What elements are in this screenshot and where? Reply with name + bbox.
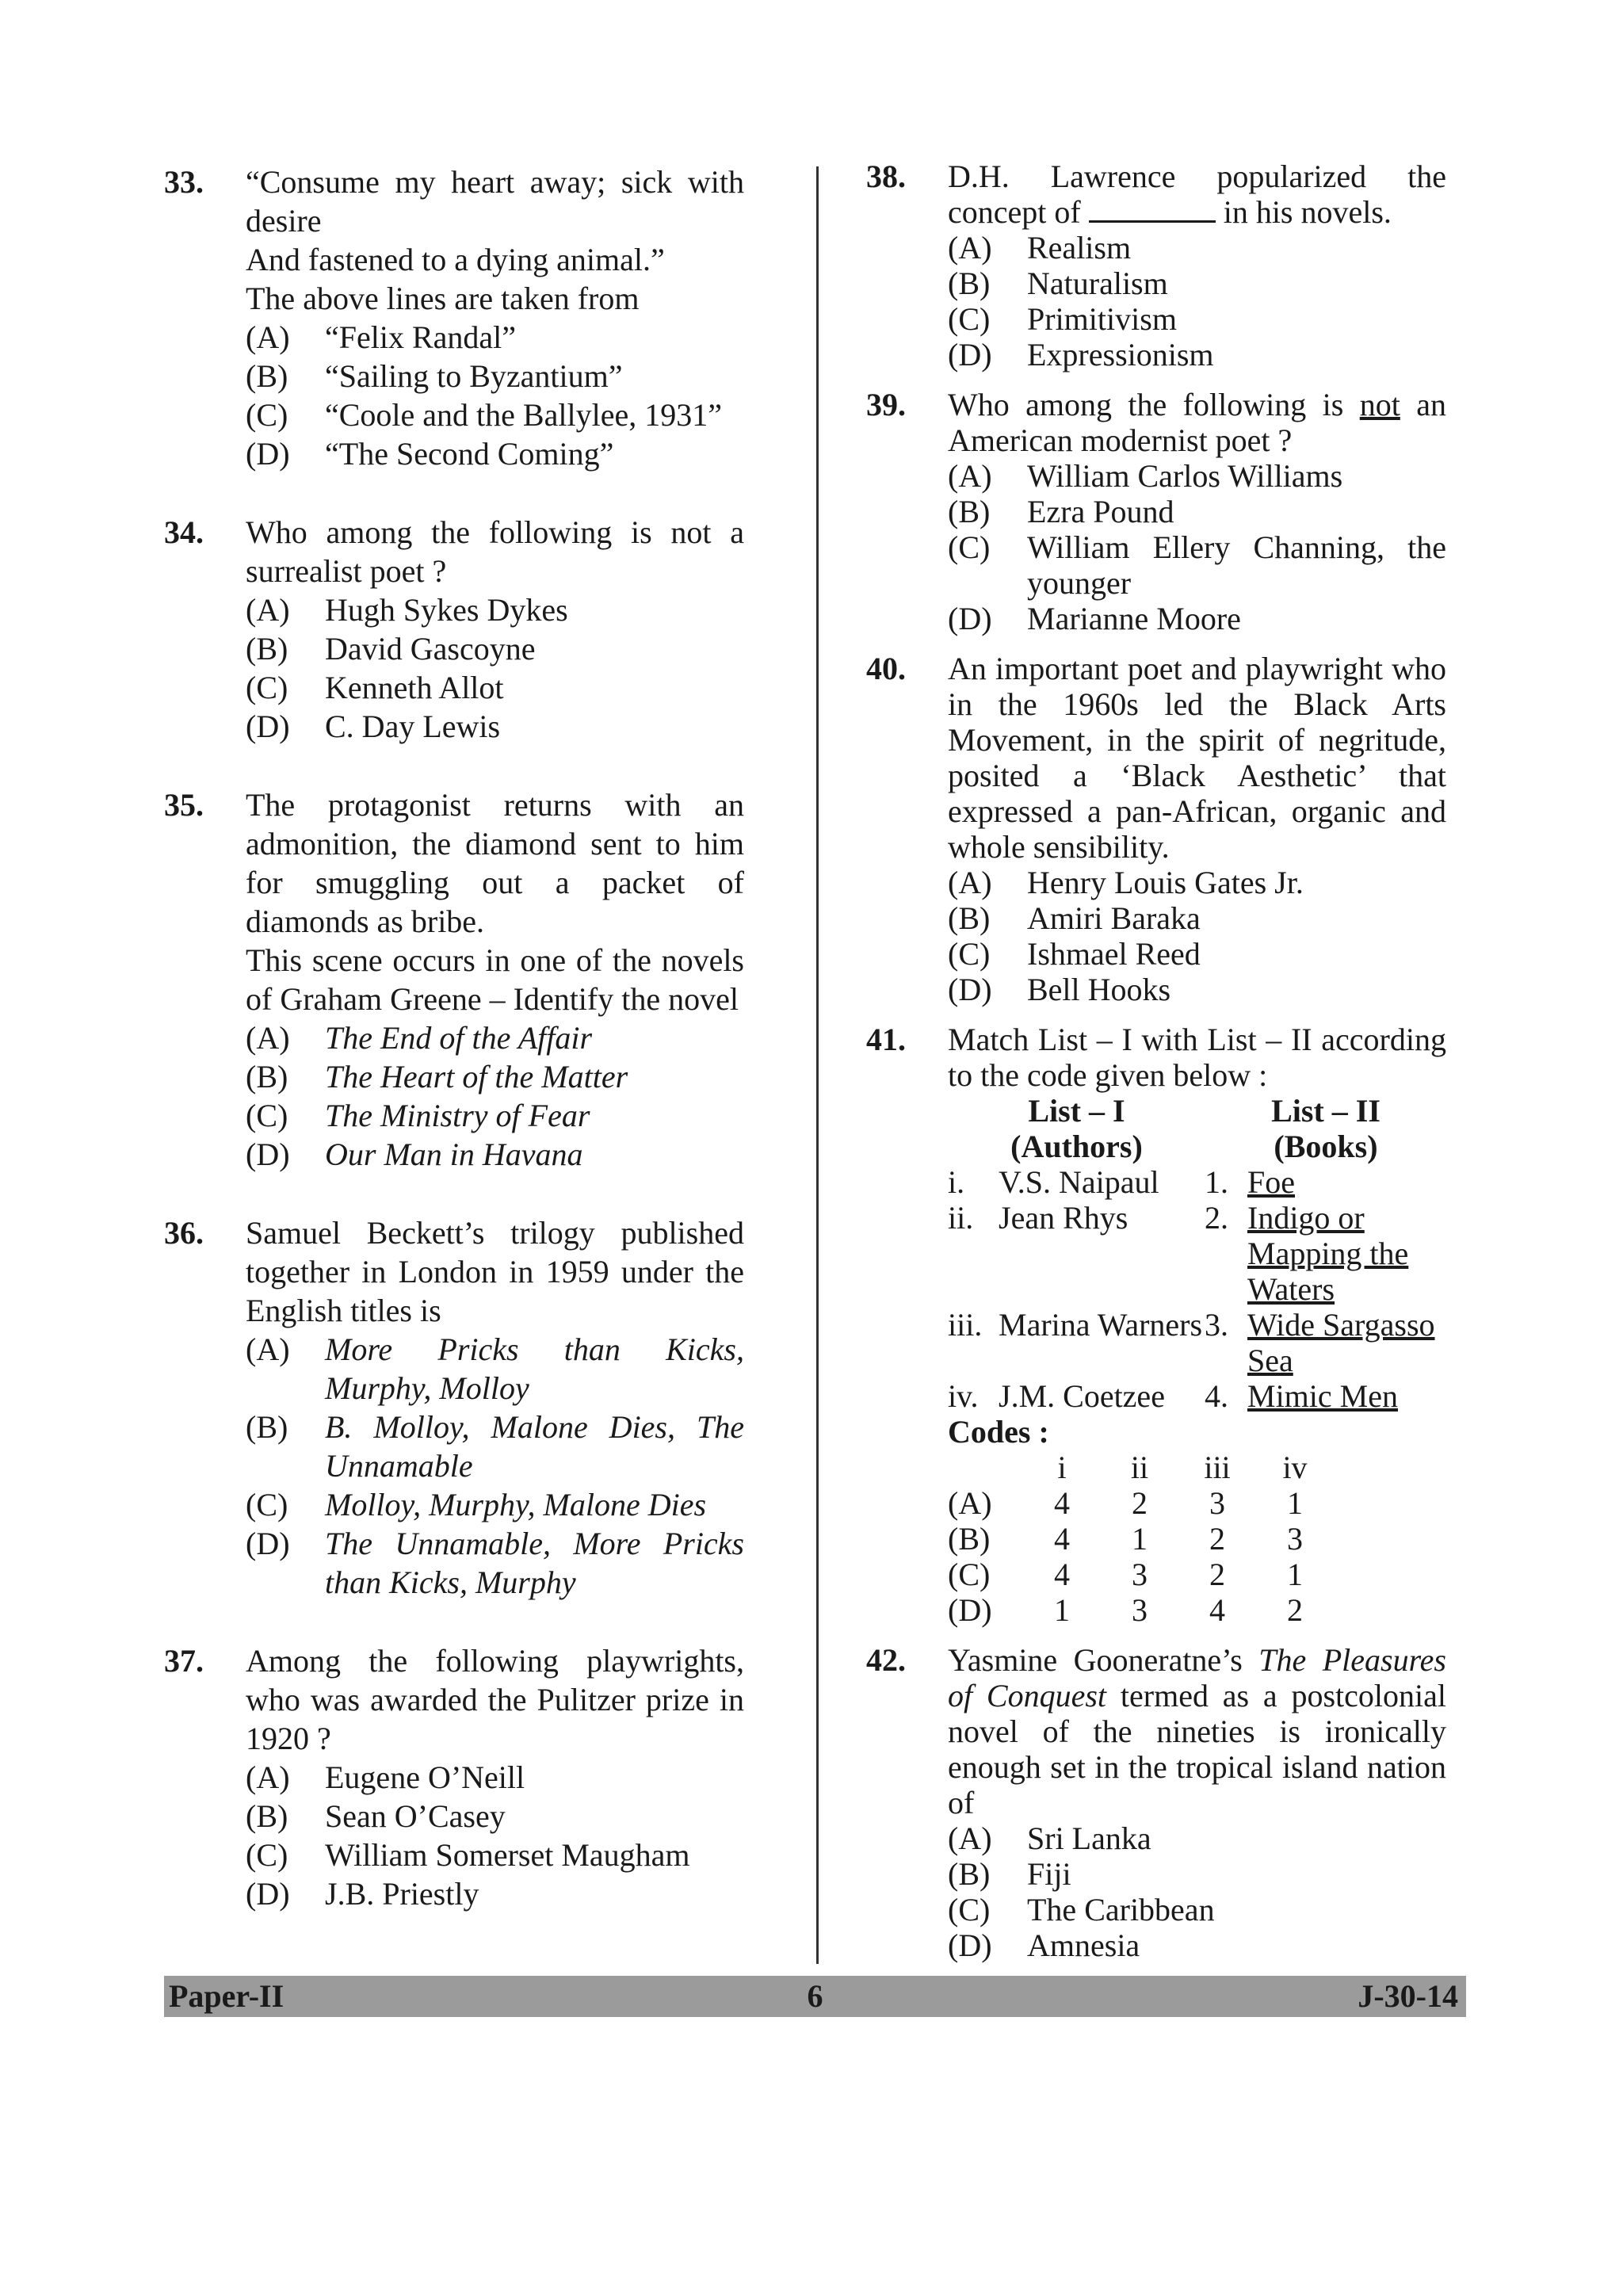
question-41 [866, 1022, 1446, 1628]
option-c: (C) Molloy, Murphy, Malone Dies [246, 1487, 707, 1522]
question-35 [164, 785, 744, 1174]
option-b: (B) Sean O’Casey [246, 1798, 506, 1834]
question-stem: An important poet and playwright who in the 1960s led the Black Arts Movement, in the spirit of negritude, posited a ‘Black Aesthetic’ that expressed a pan-African, organic and whole sensibility. [948, 651, 1446, 865]
option-a: (A) Hugh Sykes Dykes [246, 592, 568, 628]
question-number: 39. [866, 387, 906, 422]
option-c: (C) Ishmael Reed [948, 936, 1201, 972]
question-number: 33. [164, 164, 204, 200]
question-number: 38. [866, 159, 906, 194]
option-a: (A) Henry Louis Gates Jr. [948, 865, 1304, 900]
option-b: (B) Amiri Baraka [948, 900, 1201, 936]
question-stem: Among the following playwrights, who was awarded the Pulitzer prize in 1920 ? [246, 1643, 744, 1756]
option-c: (C) William Somerset Maugham [246, 1837, 690, 1873]
option-b: (B) B. Molloy, Malone Dies, The Unnamable [246, 1409, 744, 1484]
question-33 [164, 162, 744, 473]
question-stem: Samuel Beckett’s trilogy published together in London in 1959 under the English titles is [246, 1215, 744, 1328]
option-b: (B) “Sailing to Byzantium” [246, 358, 623, 394]
question-number: 41. [866, 1022, 906, 1057]
option-a: (A) Sri Lanka [948, 1820, 1151, 1856]
right-column [866, 159, 1446, 1963]
question-stem: Who among the following is not an American modernist poet ? [948, 387, 1447, 458]
question-number: 36. [164, 1215, 204, 1251]
left-column [164, 162, 744, 1913]
paper-label: Paper-II [169, 1978, 285, 2014]
question-stem: The protagonist returns with an admonition, the diamond sent to him for smuggling out a packet of diamonds as bribe. This scene occurs in one of the novels of Graham Greene – Identify the novel [246, 787, 744, 1017]
question-39 [866, 387, 1446, 636]
option-a: (A) More Pricks than Kicks, Murphy, Molloy [246, 1331, 744, 1406]
question-number: 35. [164, 787, 204, 823]
page-footer [164, 1976, 1466, 2017]
option-d: (D) Our Man in Havana [246, 1137, 583, 1172]
option-d: (D) J.B. Priestly [246, 1876, 479, 1912]
code-option-b: (B) 4 1 2 3 [948, 1521, 1303, 1557]
question-number: 40. [866, 651, 906, 686]
question-number: 34. [164, 514, 204, 550]
question-stem: D.H. Lawrence popularized the concept of in his novels. [948, 159, 1446, 230]
option-d: (D) Expressionism [948, 337, 1214, 372]
question-36 [164, 1213, 744, 1602]
column-divider [816, 166, 819, 1964]
code-option-c: (C) 4 3 2 1 [948, 1557, 1303, 1592]
option-a: (A) The End of the Affair [246, 1020, 593, 1056]
option-b: (B) Fiji [948, 1856, 1071, 1892]
answer-blank [1089, 195, 1216, 223]
option-c: (C) The Caribbean [948, 1892, 1215, 1927]
option-d: (D) Amnesia [948, 1927, 1140, 1963]
match-table-header: List – I (Authors) List – II (Books) [1010, 1093, 1381, 1164]
option-d: (D) C. Day Lewis [246, 709, 501, 744]
question-38 [866, 159, 1446, 372]
question-number: 42. [866, 1642, 906, 1678]
question-37 [164, 1641, 744, 1913]
option-c: (C) Primitivism [948, 301, 1177, 337]
codes-header: i ii iii iv [1057, 1450, 1308, 1485]
page-number: 6 [807, 1978, 823, 2014]
question-stem: “Consume my heart away; sick with desire And fastened to a dying animal.” The above lines are taken from [246, 164, 744, 316]
match-row: i. V.S. Naipaul 1. Foe [948, 1164, 1295, 1200]
question-stem: Who among the following is not a surrealist poet ? [246, 514, 744, 589]
option-d: (D) Marianne Moore [948, 601, 1241, 636]
paper-code: J-30-14 [1358, 1978, 1458, 2014]
question-stem: Yasmine Gooneratne’s The Pleasures of Conquest termed as a postcolonial novel of the nineties is ironically enough set in the tropical island nation of [948, 1642, 1447, 1820]
option-b: (B) Naturalism [948, 266, 1168, 301]
option-b: (B) David Gascoyne [246, 631, 536, 667]
option-a: (A) William Carlos Williams [948, 458, 1343, 494]
option-c: (C) William Ellery Channing, the younger [948, 529, 1446, 601]
option-b: (B) Ezra Pound [948, 494, 1174, 529]
option-a: (A) Realism [948, 230, 1132, 266]
match-row: iv. J.M. Coetzee 4. Mimic Men [948, 1378, 1398, 1414]
question-40 [866, 651, 1446, 1007]
option-d: (D) Bell Hooks [948, 972, 1171, 1007]
option-a: (A) Eugene O’Neill [246, 1759, 525, 1795]
question-42 [866, 1642, 1446, 1963]
match-row: iii. Marina Warners 3. Wide Sargasso Sea [948, 1307, 1435, 1378]
option-c: (C) “Coole and the Ballylee, 1931” [246, 397, 722, 433]
option-d: (D) The Unnamable, More Pricks than Kicks, Murphy [246, 1526, 744, 1600]
option-c: (C) The Ministry of Fear [246, 1098, 590, 1133]
code-option-a: (A) 4 2 3 1 [948, 1485, 1303, 1521]
question-number: 37. [164, 1643, 204, 1679]
code-option-d: (D) 1 3 4 2 [948, 1592, 1303, 1628]
question-34 [164, 513, 744, 746]
match-row: ii. Jean Rhys 2. Indigo or Mapping the Waters [948, 1200, 1409, 1307]
question-stem: Match List – I with List – II according to the code given below : [948, 1022, 1446, 1093]
option-b: (B) The Heart of the Matter [246, 1059, 628, 1095]
codes-label: Codes : [948, 1414, 1049, 1450]
option-c: (C) Kenneth Allot [246, 670, 504, 705]
option-d: (D) “The Second Coming” [246, 436, 614, 472]
option-a: (A) “Felix Randal” [246, 319, 517, 355]
